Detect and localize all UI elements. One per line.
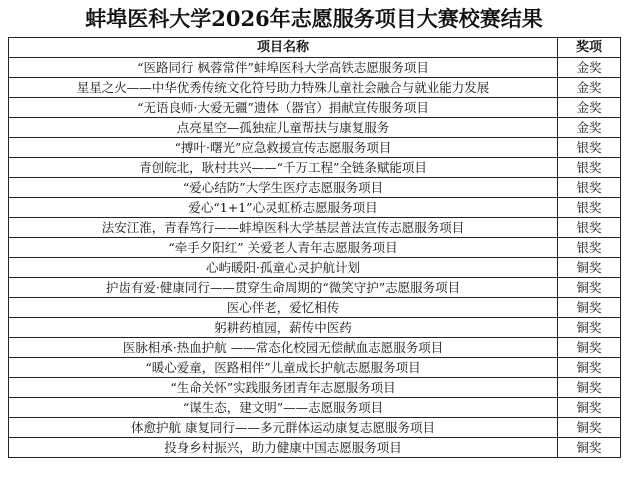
project-name-cell: 青创皖北，耿村共兴——“千万工程”全链条赋能项目: [9, 158, 558, 178]
project-name-cell: 心屿暖阳·孤童心灵护航计划: [9, 258, 558, 278]
page-title: 蚌埠医科大学2026年志愿服务项目大赛校赛结果: [85, 6, 543, 31]
table-row: [9, 178, 621, 198]
award-cell: 金奖: [558, 98, 621, 118]
award-cell: 银奖: [558, 238, 621, 258]
column-header-award: 奖项: [558, 38, 621, 58]
table-row: [9, 318, 621, 338]
project-name-cell: 投身乡村振兴，助力健康中国志愿服务项目: [9, 438, 558, 458]
award-cell: 银奖: [558, 158, 621, 178]
table-row: [9, 338, 621, 358]
table-row: [9, 98, 621, 118]
award-cell: 铜奖: [558, 398, 621, 418]
table-row: [9, 418, 621, 438]
table-row: [9, 198, 621, 218]
table-row: [9, 238, 621, 258]
table-row: [9, 258, 621, 278]
table-row: [9, 218, 621, 238]
award-cell: 铜奖: [558, 378, 621, 398]
project-name-cell: “暖心爱童，医路相伴”儿童成长护航志愿服务项目: [9, 358, 558, 378]
award-cell: 银奖: [558, 218, 621, 238]
award-cell: 银奖: [558, 178, 621, 198]
table-row: [9, 118, 621, 138]
table-row: [9, 58, 621, 78]
award-cell: 金奖: [558, 58, 621, 78]
project-name-cell: “谋生态，建文明”——志愿服务项目: [9, 398, 558, 418]
award-cell: 铜奖: [558, 358, 621, 378]
award-cell: 铜奖: [558, 298, 621, 318]
project-name-cell: 法安江淮，青春笃行——蚌埠医科大学基层普法宣传志愿服务项目: [9, 218, 558, 238]
table-row: [9, 298, 621, 318]
results-table: [8, 37, 621, 458]
award-cell: 铜奖: [558, 278, 621, 298]
project-name-cell: 护齿有爱·健康同行——贯穿生命周期的“微笑守护”志愿服务项目: [9, 278, 558, 298]
award-cell: 金奖: [558, 118, 621, 138]
project-name-cell: “生命关怀”实践服务团青年志愿服务项目: [9, 378, 558, 398]
project-name-cell: 医心伴老，爱忆相传: [9, 298, 558, 318]
table-row: [9, 438, 621, 458]
table-row: [9, 138, 621, 158]
award-cell: 银奖: [558, 198, 621, 218]
award-cell: 铜奖: [558, 418, 621, 438]
project-name-cell: 爱心“1+1”心灵虹桥志愿服务项目: [9, 198, 558, 218]
table-row: [9, 78, 621, 98]
project-name-cell: 星星之火——中华优秀传统文化符号助力特殊儿童社会融合与就业能力发展: [9, 78, 558, 98]
project-name-cell: “牵手夕阳红” 关爱老人青年志愿服务项目: [9, 238, 558, 258]
award-cell: 铜奖: [558, 258, 621, 278]
project-name-cell: 医脉相承·热血护航 ——常态化校园无偿献血志愿服务项目: [9, 338, 558, 358]
award-cell: 金奖: [558, 78, 621, 98]
project-name-cell: 躬耕药植园，薪传中医药: [9, 318, 558, 338]
project-name-cell: 点亮星空—孤独症儿童帮扶与康复服务: [9, 118, 558, 138]
project-name-cell: 体愈护航 康复同行——多元群体运动康复志愿服务项目: [9, 418, 558, 438]
project-name-cell: “爱心结防”大学生医疗志愿服务项目: [9, 178, 558, 198]
award-cell: 铜奖: [558, 338, 621, 358]
table-row: [9, 378, 621, 398]
project-name-cell: “搏叶·曙光”应急救援宣传志愿服务项目: [9, 138, 558, 158]
project-name-cell: “无语良师·大爱无疆”遗体（器官）捐献宣传服务项目: [9, 98, 558, 118]
table-row: [9, 278, 621, 298]
table-header-row: [9, 38, 621, 58]
table-row: [9, 158, 621, 178]
column-header-project-name: 项目名称: [9, 38, 558, 58]
project-name-cell: “医路同行 枫蓉常伴”蚌埠医科大学高铁志愿服务项目: [9, 58, 558, 78]
table-row: [9, 358, 621, 378]
award-cell: 铜奖: [558, 438, 621, 458]
award-cell: 铜奖: [558, 318, 621, 338]
award-cell: 银奖: [558, 138, 621, 158]
table-row: [9, 398, 621, 418]
